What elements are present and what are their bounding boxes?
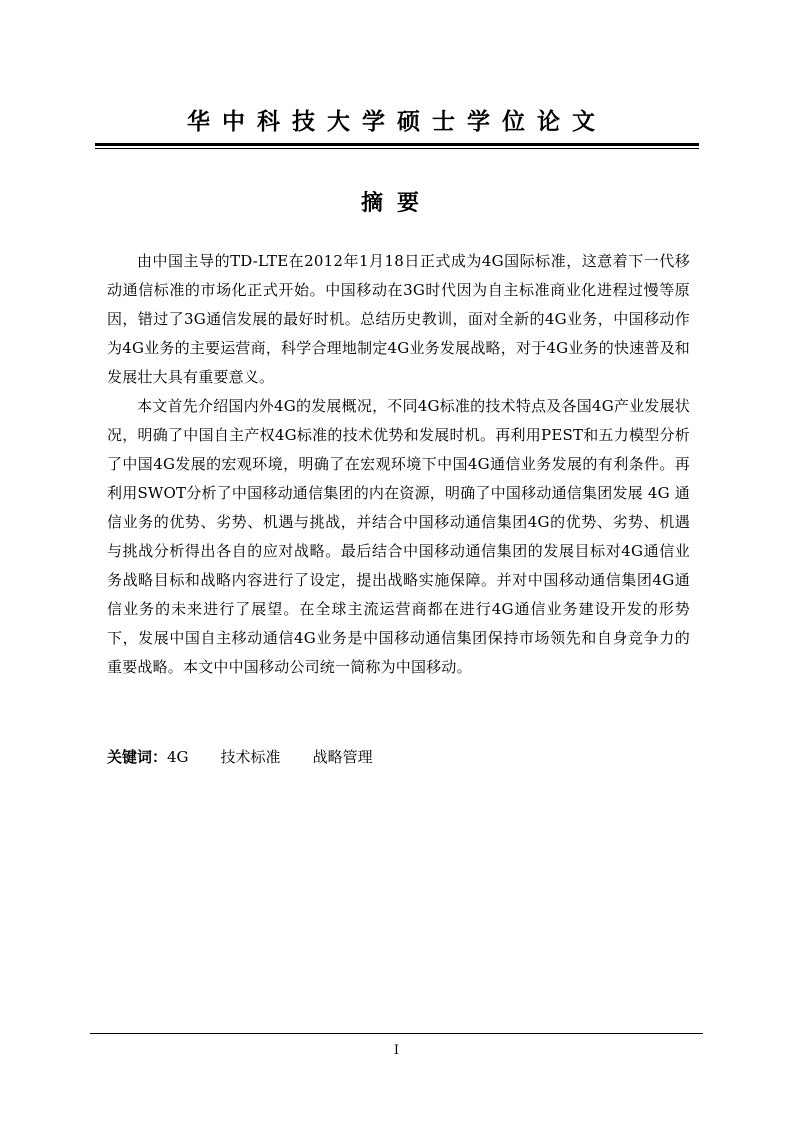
keyword-item: 4G [167,748,189,766]
keywords-label: 关键词： [107,748,168,766]
header-rule-thick [95,143,699,146]
abstract-paragraph-1: 由中国主导的TD-LTE在2012年1月18日正式成为4G国际标准，这意着下一代移动通信标准的市场化正式开始。中国移动在3G时代因为自主标准商业化进程过慢等原因，错过了3G通信发展的最好时机。总结历史教训，面对全新的4G业务，中国移动作为4G业务的主要运营商，科学合理地制定4G业务发展战略，对于4G业务的快速普及和发展壮大具有重要意义。 [107,252,690,386]
thesis-header-title: 华中科技大学硕士学位论文 [187,109,607,135]
keyword-item: 战略管理 [312,748,373,766]
abstract-body [107,247,690,682]
header-rule-thin [95,148,699,149]
abstract-heading: 摘要 [360,191,433,216]
page-number: I [393,1043,400,1058]
footer-rule [90,1033,703,1034]
abstract-paragraph-2: 本文首先介绍国内外4G的发展概况，不同4G标准的技术特点及各国4G产业发展状况，明确了中国自主产权4G标准的技术优势和发展时机。再利用PEST和五力模型分析了中国4G发展的宏观环境，明确了在宏观环境下中国4G通信业务发展的有利条件。再利用SWOT分析了中国移动通信集团的内在资源，明确了中国移动通信集团发展 4G 通信业务的优势、劣势、机遇与挑战，并结合中国移动通信集团4G的优势、劣势、机遇与挑战分析得出各自的应对战略。最后结合中国移动通信集团的发展目标对4G通信业务战略目标和战略内容进行了设定，提出战略实施保障。并对中国移动通信集团4G通信业务的未来进行了展望。在全球主流运营商都在进行4G通信业务建设开发的形势下，发展中国自主移动通信4G业务是中国移动通信集团保持市场领先和自身竞争力的重要战略。本文中中国移动公司统一简称为中国移动。 [107,397,690,676]
keyword-item: 技术标准 [220,748,281,766]
keywords-line [107,743,405,771]
